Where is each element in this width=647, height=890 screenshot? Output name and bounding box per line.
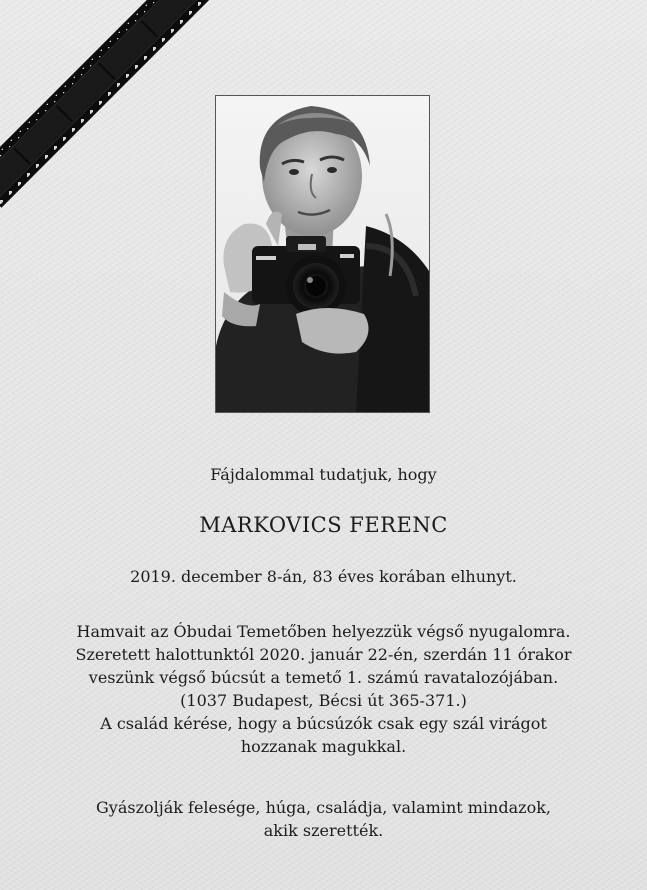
mourning-ribbon [0, 0, 215, 215]
funeral-details [0, 620, 647, 758]
mourners-line: Gyászolják felesége, húga, családja, valamint mindazok, [96, 798, 551, 817]
mourners-line: akik szerették. [263, 821, 384, 840]
funeral-line: hozzanak magukkal. [240, 737, 407, 756]
funeral-line: Szeretett halottunktól 2020. január 22-én, szerdán 11 órakor [75, 645, 572, 664]
deceased-name: MARKOVICS FERENC [199, 513, 448, 537]
funeral-line: Hamvait az Óbudai Temetőben helyezzük végső nyugalomra. [76, 622, 571, 641]
mourners-note [0, 796, 647, 842]
funeral-line: A család kérése, hogy a búcsúzók csak egy szál virágot [100, 714, 547, 733]
funeral-line: veszünk végső búcsút a temető 1. számú ravatalozójában. [88, 668, 559, 687]
portrait-photo [215, 95, 430, 413]
funeral-address: (1037 Budapest, Bécsi út 365-371.) [180, 691, 467, 710]
death-details: 2019. december 8-án, 83 éves korában elhunyt. [130, 567, 517, 586]
notice-intro: Fájdalommal tudatjuk, hogy [210, 465, 437, 484]
